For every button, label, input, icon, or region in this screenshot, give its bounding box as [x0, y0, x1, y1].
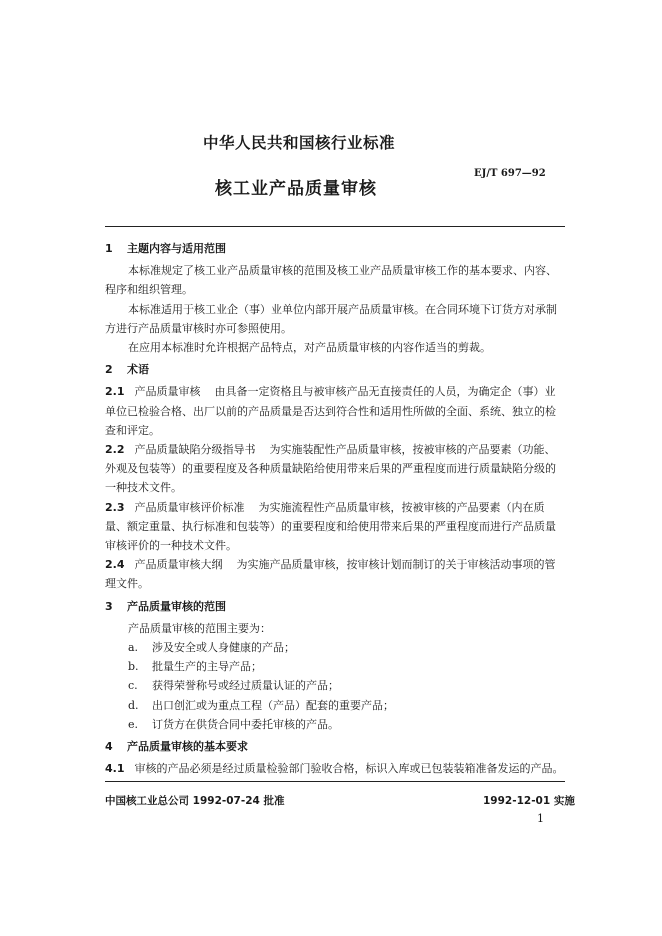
- section-title: 产品质量审核的基本要求: [127, 740, 248, 754]
- list-text: 订货方在供货合同中委托审核的产品。: [152, 717, 339, 731]
- term-definition: [105, 382, 565, 440]
- list-text: 出口创汇或为重点工程（产品）配套的重要产品；: [152, 698, 394, 712]
- list-label: c.: [128, 679, 138, 693]
- term-text: 为实施装配性产品质量审核，按被审核的产品要素（功能、外观及包装等）的重要程度及各种质量缺陷给使用带来后果的严重程度而进行质量缺陷分级的一种技术文件。: [105, 443, 556, 495]
- list-label: d.: [128, 698, 139, 712]
- section-number: 4: [105, 740, 113, 754]
- list-text: 批量生产的主导产品；: [152, 660, 262, 674]
- section-number: 1: [105, 242, 113, 255]
- clause-number: 2.1: [105, 385, 125, 399]
- section-heading: [105, 597, 565, 616]
- clause-number: 4.1: [105, 762, 125, 776]
- list-label: b.: [128, 660, 139, 674]
- term-text: 为实施产品质量审核，按审核计划而制订的关于审核活动事项的管理文件。: [105, 558, 556, 591]
- paragraph: 在应用本标准时允许根据产品特点，对产品质量审核的内容作适当的剪裁。: [128, 341, 491, 355]
- header-divider: [105, 226, 565, 227]
- term-definition: [105, 555, 565, 593]
- clause-number: 2.2: [105, 443, 125, 457]
- clause-number: 2.4: [105, 558, 125, 572]
- term-name: 产品质量缺陷分级指导书: [134, 443, 256, 457]
- section-number: 2: [105, 363, 113, 377]
- org-title: 中华人民共和国核行业标准: [203, 134, 396, 152]
- clause-number: 2.3: [105, 500, 125, 514]
- list-item: [105, 657, 565, 676]
- footer-divider: [105, 781, 565, 782]
- list-label: e.: [128, 717, 139, 731]
- body-content: [105, 236, 565, 778]
- list-text: 涉及安全或人身健康的产品；: [152, 641, 295, 655]
- section-title: 产品质量审核的范围: [127, 599, 226, 613]
- term-name: 产品质量审核: [134, 385, 201, 399]
- list-label: a.: [128, 641, 139, 655]
- list-item: [105, 676, 565, 695]
- clause-text: 审核的产品必须是经过质量检验部门验收合格，标识入库或已包装装箱准备发运的产品。: [134, 762, 564, 776]
- term-definition: [105, 440, 565, 498]
- section-title: 术语: [127, 363, 149, 377]
- effective-date: 1992-12-01 实施: [483, 795, 575, 807]
- section-heading: [105, 737, 565, 756]
- approval-line: 中国核工业总公司 1992-07-24 批准: [105, 795, 285, 807]
- page-number: 1: [537, 812, 544, 825]
- term-text: 由具备一定资格且与被审核产品无直接责任的人员，为确定企（事）业单位已检验合格、出厂以前的产品质量是否达到符合性和适用性所做的全面、系统、独立的检查和评定。: [105, 385, 556, 437]
- term-name: 产品质量审核评价标准: [134, 500, 245, 514]
- clause: [105, 759, 565, 778]
- section-number: 3: [105, 599, 113, 613]
- list-item: [105, 696, 565, 715]
- list-text: 获得荣誉称号或经过质量认证的产品；: [152, 679, 339, 693]
- term-definition: [105, 498, 565, 556]
- doc-code: EJ/T 697—92: [474, 168, 546, 179]
- list-item: [105, 715, 565, 734]
- section-heading: [105, 360, 565, 379]
- term-text: 为实施流程性产品质量审核，按被审核的产品要素（内在质量、额定重量、执行标准和包装等）的重要程度和给使用带来后果的严重程度而进行产品质量审核评价的一种技术文件。: [105, 500, 556, 553]
- section-title: 主题内容与适用范围: [127, 242, 226, 255]
- paragraph: 产品质量审核的范围主要为：: [128, 621, 271, 635]
- paragraph: 本标准规定了核工业产品质量审核的范围及核工业产品质量审核工作的基本要求、内容、程序和组织管理。: [105, 264, 557, 297]
- term-name: 产品质量审核大纲: [134, 558, 223, 572]
- doc-title: 核工业产品质量审核: [215, 179, 377, 199]
- list-item: [105, 638, 565, 657]
- paragraph: 本标准适用于核工业企（事）业单位内部开展产品质量审核。在合同环境下订货方对承制方进行产品质量审核时亦可参照使用。: [105, 302, 557, 335]
- section-heading: [105, 239, 565, 258]
